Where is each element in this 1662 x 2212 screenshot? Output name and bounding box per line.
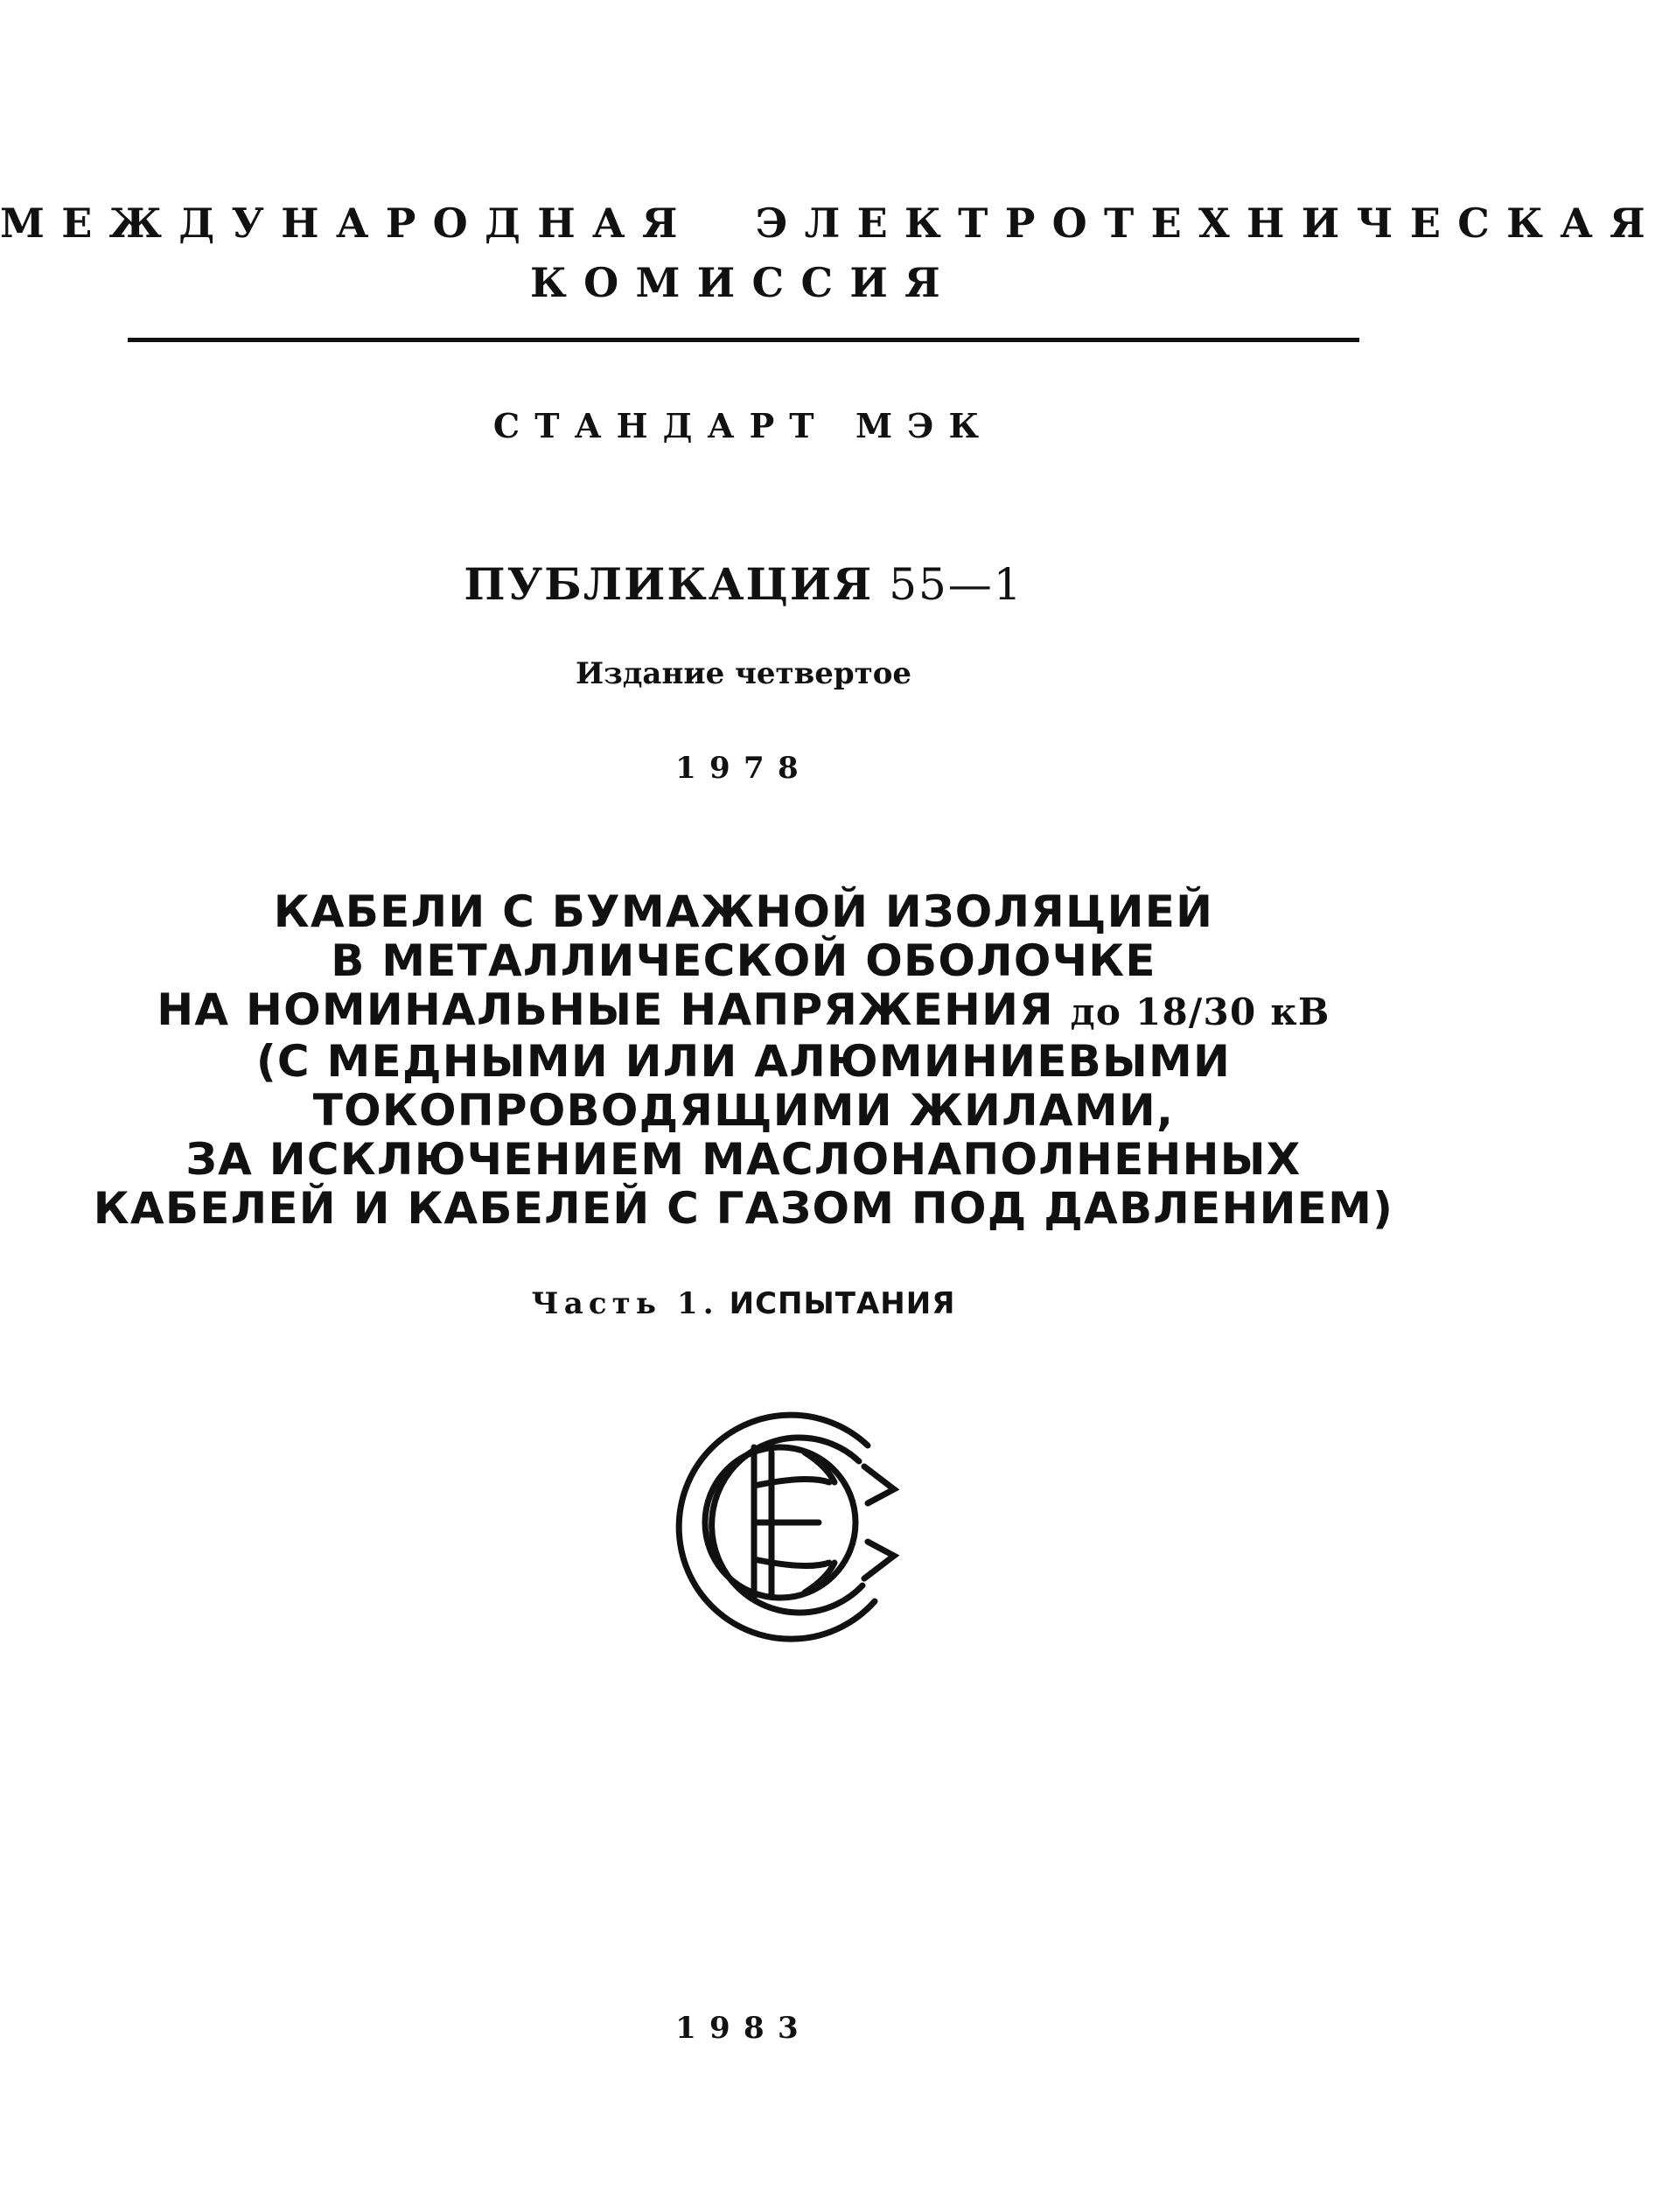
edition-year: 1978 xyxy=(675,751,812,786)
title-line-7: КАБЕЛЕЙ И КАБЕЛЕЙ С ГАЗОМ ПОД ДАВЛЕНИЕМ) xyxy=(93,1183,1394,1234)
title-line-4: (С МЕДНЫМИ ИЛИ АЛЮМИНИЕВЫМИ xyxy=(255,1036,1232,1087)
part-heading xyxy=(0,1286,1487,1321)
organization-word-electrotechnical: ЭЛЕКТРОТЕХНИЧЕСКАЯ xyxy=(755,200,1662,247)
organization-name-line-1 xyxy=(0,200,1662,247)
part-label: Часть 1. xyxy=(531,1286,719,1321)
title-line-5: ТОКОПРОВОДЯЩИМИ ЖИЛАМИ, xyxy=(312,1085,1175,1136)
edition-label: Издание четвертое xyxy=(575,656,912,691)
title-line-1: КАБЕЛИ С БУМАЖНОЙ ИЗОЛЯЦИЕЙ xyxy=(273,886,1214,937)
iec-emblem-icon xyxy=(665,1391,901,1645)
document-title xyxy=(0,887,1487,1233)
title-line-2: В МЕТАЛЛИЧЕСКОЙ ОБОЛОЧКЕ xyxy=(331,935,1156,986)
title-voltage-rating: до 18/30 кВ xyxy=(1070,990,1330,1033)
publication-heading xyxy=(0,558,1487,610)
title-line-3-main: НА НОМИНАЛЬНЫЕ НАПРЯЖЕНИЯ xyxy=(157,984,1054,1035)
publication-year: 1983 xyxy=(675,2011,812,2046)
part-title: ИСПЫТАНИЯ xyxy=(729,1286,956,1321)
organization-word-commission: КОМИССИЯ xyxy=(529,259,958,306)
standard-label: СТАНДАРТ МЭК xyxy=(492,406,995,445)
title-line-3 xyxy=(0,985,1487,1037)
organization-name-line-2 xyxy=(0,259,1487,306)
title-line-6: ЗА ИСКЛЮЧЕНИЕМ МАСЛОНАПОЛНЕННЫХ xyxy=(185,1134,1302,1185)
publication-number: 55—1 xyxy=(889,559,1023,610)
header-divider xyxy=(128,338,1359,342)
publication-label: ПУБЛИКАЦИЯ xyxy=(464,558,874,610)
organization-word-international: МЕЖДУНАРОДНАЯ xyxy=(0,200,695,247)
